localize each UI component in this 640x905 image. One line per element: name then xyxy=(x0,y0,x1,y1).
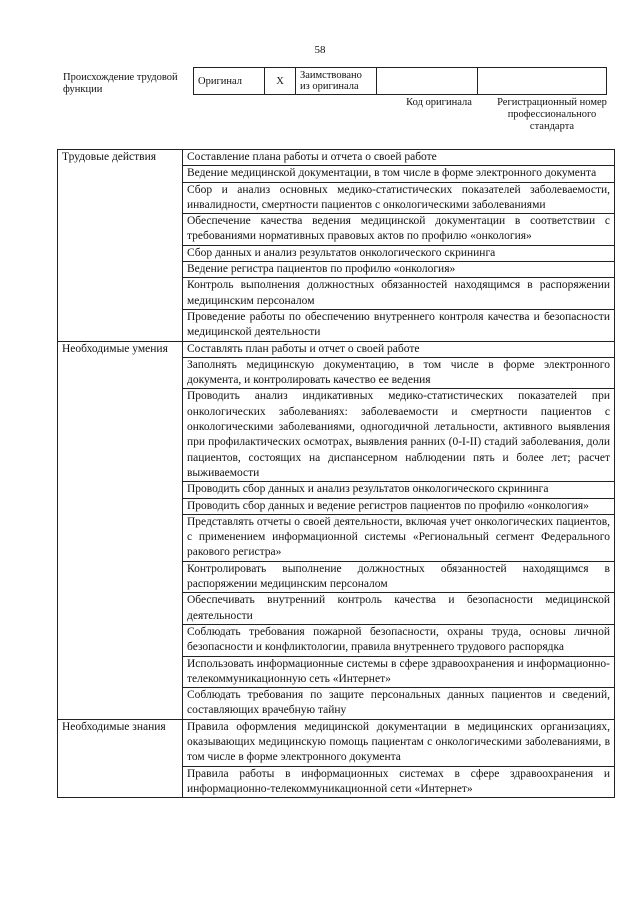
section-item: Контролировать выполнение должностных обязанностей находящимся в распоряжении медицинским персоналом xyxy=(183,561,615,593)
functions-table xyxy=(57,149,615,798)
table-row xyxy=(58,150,615,166)
section-item: Обеспечение качества ведения медицинской документации в соответствии с требованиями нормативных правовых актов по профилю «онкология» xyxy=(183,214,615,246)
origin-label: Происхождение трудовой функции xyxy=(63,72,178,95)
registration-number-cell xyxy=(478,68,607,95)
section-item: Составлять план работы и отчет о своей работе xyxy=(183,341,615,357)
section-title: Необходимые умения xyxy=(58,341,183,719)
section-item: Использовать информационные системы в сфере здравоохранения и информационно-телекоммуникационную сеть «Интернет» xyxy=(183,656,615,688)
borrowed-cell: Заимствовано из оригинала xyxy=(296,68,377,95)
original-mark: X xyxy=(265,68,296,95)
section-item: Проводить сбор данных и ведение регистров пациентов по профилю «онкология» xyxy=(183,498,615,514)
section-item: Обеспечивать внутренний контроль качества и безопасности медицинской деятельности xyxy=(183,593,615,625)
section-item: Ведение медицинской документации, в том числе в форме электронного документа xyxy=(183,166,615,182)
section-item: Представлять отчеты о своей деятельности, включая учет онкологических пациентов, с применением информационной системы «Региональный сегмент Федерального ракового регистра» xyxy=(183,514,615,561)
code-caption: Код оригинала xyxy=(406,97,472,108)
section-item: Сбор данных и анализ результатов онкологического скрининга xyxy=(183,245,615,261)
table-row xyxy=(58,719,615,766)
section-item: Проводить сбор данных и анализ результатов онкологического скрининга xyxy=(183,482,615,498)
page-number: 58 xyxy=(314,44,326,56)
original-cell: Оригинал xyxy=(194,68,265,95)
section-item: Правила оформления медицинской документации в медицинских организациях, оказывающих медицинскую помощь пациентам с онкологическими заболеваниями, в том числе в форме электронного документа xyxy=(183,719,615,766)
origin-table xyxy=(193,67,607,95)
section-item: Контроль выполнения должностных обязанностей находящимся в распоряжении медицинским персоналом xyxy=(183,278,615,310)
section-item: Заполнять медицинскую документацию, в том числе в форме электронного документа, и контролировать качество ее ведения xyxy=(183,357,615,389)
section-title: Трудовые действия xyxy=(58,150,183,342)
original-code-cell xyxy=(377,68,478,95)
section-item: Соблюдать требования по защите персональных данных пациентов и сведений, составляющих врачебную тайну xyxy=(183,688,615,720)
section-item: Проведение работы по обеспечению внутреннего контроля качества и безопасности медицинской деятельности xyxy=(183,309,615,341)
registration-caption: Регистрационный номер профессионального стандарта xyxy=(497,97,607,132)
section-item: Правила работы в информационных системах в сфере здравоохранения и информационно-телекоммуникационной сети «Интернет» xyxy=(183,766,615,798)
section-item: Соблюдать требования пожарной безопасности, охраны труда, основы личной безопасности и конфликтологии, правила внутреннего трудового распорядка xyxy=(183,624,615,656)
section-title: Необходимые знания xyxy=(58,719,183,797)
section-item: Составление плана работы и отчета о своей работе xyxy=(183,150,615,166)
section-item: Проводить анализ индикативных медико-статистических показателей при онкологических заболеваниях: заболеваемости и смертности пациентов с онкологическими заболеваниями, одногодичной летальности, активного выявления при профилактических осмотрах, выявления ранних (0-I-II) стадий заболевания, доли пациентов, состоящих на диспансерном наблюдении пять и более лет; расчет выживаемости xyxy=(183,389,615,482)
table-row xyxy=(58,341,615,357)
section-item: Ведение регистра пациентов по профилю «онкология» xyxy=(183,262,615,278)
section-item: Сбор и анализ основных медико-статистических показателей заболеваемости, инвалидности, смертности пациентов с онкологическими заболеваниями xyxy=(183,182,615,214)
